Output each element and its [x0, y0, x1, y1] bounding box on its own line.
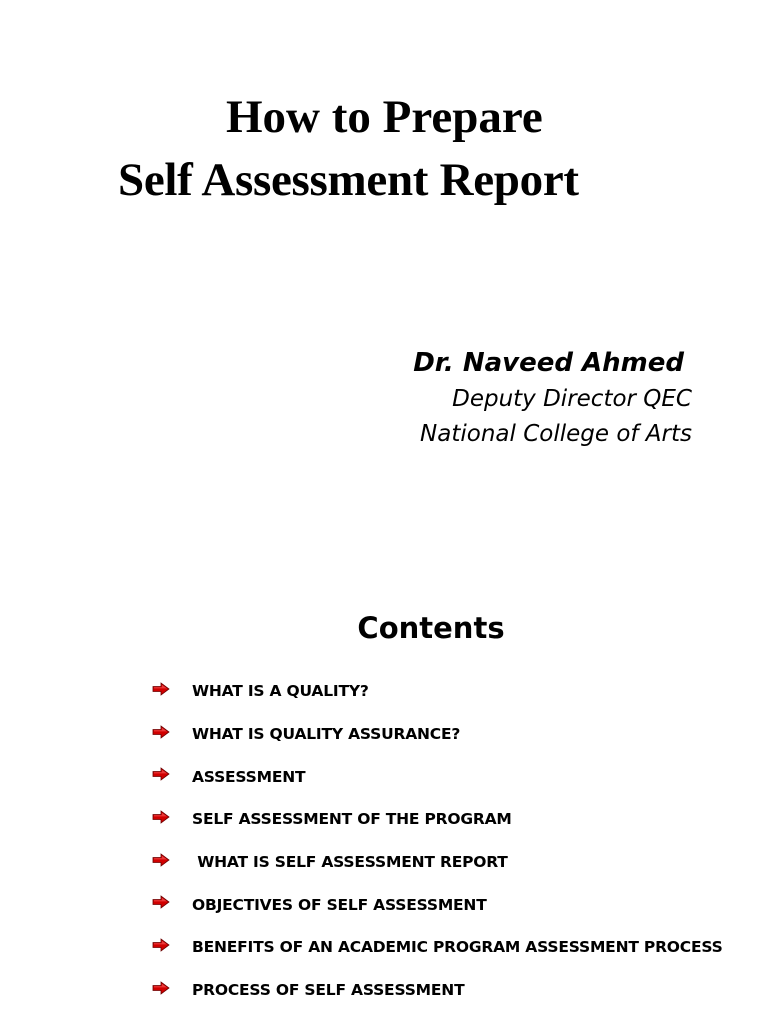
contents-item	[152, 713, 768, 756]
contents-item	[152, 798, 768, 841]
contents-item	[152, 755, 768, 798]
red-arrow-icon	[152, 938, 192, 957]
red-arrow-icon	[152, 853, 192, 872]
contents-item-label: WHAT IS SELF ASSESSMENT REPORT	[192, 853, 508, 872]
red-arrow-icon	[152, 810, 192, 829]
contents-item-label: SELF ASSESSMENT OF THE PROGRAM	[192, 810, 512, 829]
contents-item-label: WHAT IS A QUALITY?	[192, 682, 369, 701]
red-arrow-icon	[152, 682, 192, 701]
author-name: Dr. Naveed Ahmed	[413, 348, 684, 378]
author-block	[413, 344, 692, 452]
contents-list	[152, 670, 768, 1012]
contents-item-label: BENEFITS OF AN ACADEMIC PROGRAM ASSESSMENT PROCESS	[192, 938, 723, 957]
author-role: Deputy Director QEC	[452, 386, 692, 412]
contents-item-label: WHAT IS QUALITY ASSURANCE?	[192, 725, 461, 744]
contents-item-label: PROCESS OF SELF ASSESSMENT	[192, 981, 465, 1000]
contents-item-label: ASSESSMENT	[192, 767, 306, 786]
contents-heading: Contents	[357, 611, 505, 645]
red-arrow-icon	[152, 725, 192, 744]
red-arrow-icon	[152, 981, 192, 1000]
contents-item-label: OBJECTIVES OF SELF ASSESSMENT	[192, 895, 487, 914]
slide-title-line-2: Self Assessment Report	[118, 154, 579, 206]
contents-item	[152, 926, 768, 969]
contents-item	[152, 670, 768, 713]
contents-item	[152, 969, 768, 1012]
red-arrow-icon	[152, 895, 192, 914]
slide-title-line-1: How to Prepare	[226, 91, 543, 143]
contents-item	[152, 883, 768, 926]
red-arrow-icon	[152, 767, 192, 786]
slide-title	[0, 86, 768, 212]
author-organization: National College of Arts	[420, 421, 692, 447]
contents-item	[152, 841, 768, 884]
